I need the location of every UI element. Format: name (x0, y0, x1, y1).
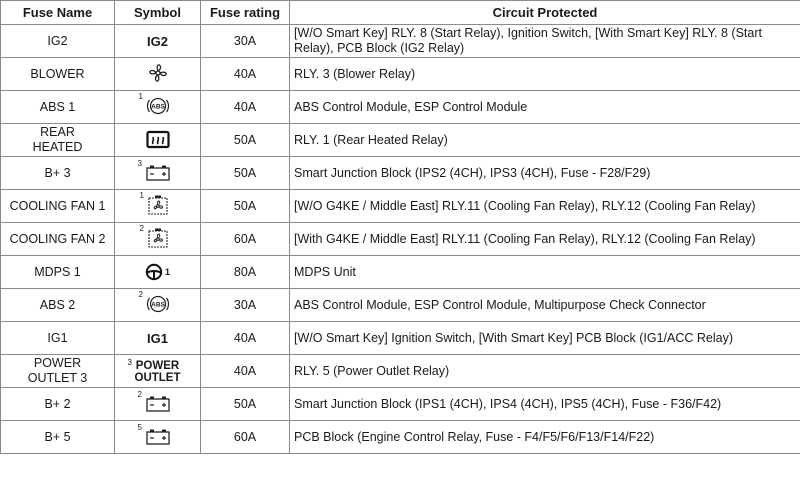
fuse-name: REAR HEATED (1, 124, 115, 157)
ig-text-icon: IG2 (147, 33, 168, 49)
table-row (1, 256, 800, 289)
symbol-cell (115, 124, 201, 157)
table-row (1, 124, 800, 157)
fuse-rating: 40A (201, 91, 290, 124)
fuse-name: ABS 1 (1, 91, 115, 124)
fuse-name: B+ 3 (1, 157, 115, 190)
symbol-cell (115, 256, 201, 289)
fuse-name: B+ 2 (1, 388, 115, 421)
fuse-rating: 30A (201, 25, 290, 58)
fuse-name: COOLING FAN 1 (1, 190, 115, 223)
fuse-rating: 40A (201, 322, 290, 355)
symbol-cell (115, 421, 201, 454)
circuit-protected: [With G4KE / Middle East] RLY.11 (Cooling Fan Relay), RLY.12 (Cooling Fan Relay) (290, 223, 800, 256)
symbol-cell (115, 388, 201, 421)
circuit-protected: [W/O Smart Key] RLY. 8 (Start Relay), Ignition Switch, [With Smart Key] RLY. 8 (Start Relay), PCB Block (IG2 Relay) (290, 25, 800, 58)
fuse-rating: 50A (201, 124, 290, 157)
table-row (1, 289, 800, 322)
fuse-rating: 60A (201, 421, 290, 454)
fan-icon (147, 60, 169, 86)
power-outlet-text-icon: 3 POWER OUTLET (127, 357, 181, 384)
header-fuse-name: Fuse Name (1, 1, 115, 25)
circuit-protected: RLY. 5 (Power Outlet Relay) (290, 355, 800, 388)
fuse-name: POWER OUTLET 3 (1, 355, 115, 388)
circuit-protected: Smart Junction Block (IPS1 (4CH), IPS4 (4CH), IPS5 (4CH), Fuse - F36/F42) (290, 388, 800, 421)
circuit-protected: PCB Block (Engine Control Relay, Fuse - F4/F5/F6/F13/F14/F22) (290, 421, 800, 454)
fuse-name: MDPS 1 (1, 256, 115, 289)
circuit-protected: Smart Junction Block (IPS2 (4CH), IPS3 (4CH), Fuse - F28/F29) (290, 157, 800, 190)
fuse-rating: 40A (201, 58, 290, 91)
header-fuse-rating: Fuse rating (201, 1, 290, 25)
abs-icon: 2 ABS (146, 291, 170, 317)
fuse-name: ABS 2 (1, 289, 115, 322)
table-row (1, 322, 800, 355)
symbol-cell (115, 25, 201, 58)
symbol-cell (115, 355, 201, 388)
fuse-name: IG2 (1, 25, 115, 58)
fuse-name: B+ 5 (1, 421, 115, 454)
symbol-cell (115, 223, 201, 256)
fuse-rating: 30A (201, 289, 290, 322)
ig-text-icon: IG1 (147, 330, 168, 346)
table-row (1, 421, 800, 454)
table-row (1, 355, 800, 388)
battery-icon: 5 (145, 424, 171, 450)
header-row (1, 1, 800, 25)
header-symbol: Symbol (115, 1, 201, 25)
table-row (1, 190, 800, 223)
symbol-cell (115, 91, 201, 124)
header-circuit-protected: Circuit Protected (290, 1, 800, 25)
symbol-cell (115, 58, 201, 91)
battery-icon: 2 (145, 391, 171, 417)
fuse-rating: 80A (201, 256, 290, 289)
circuit-protected: ABS Control Module, ESP Control Module, Multipurpose Check Connector (290, 289, 800, 322)
symbol-cell (115, 289, 201, 322)
fuse-name: COOLING FAN 2 (1, 223, 115, 256)
circuit-protected: ABS Control Module, ESP Control Module (290, 91, 800, 124)
steering-wheel-icon: 1 (145, 259, 170, 285)
fuse-rating: 40A (201, 355, 290, 388)
table-row (1, 223, 800, 256)
fuse-name: BLOWER (1, 58, 115, 91)
table-row (1, 157, 800, 190)
cooling-fan-icon: 2 (147, 225, 169, 251)
fuse-rating: 60A (201, 223, 290, 256)
fuse-rating: 50A (201, 157, 290, 190)
svg-text:ABS: ABS (150, 301, 165, 309)
fuse-rating: 50A (201, 190, 290, 223)
rear-defroster-icon (146, 127, 170, 153)
fuse-name: IG1 (1, 322, 115, 355)
cooling-fan-icon: 1 (147, 192, 169, 218)
circuit-protected: [W/O Smart Key] Ignition Switch, [With Smart Key] PCB Block (IG1/ACC Relay) (290, 322, 800, 355)
table-row (1, 91, 800, 124)
battery-icon: 3 (145, 160, 171, 186)
symbol-cell (115, 190, 201, 223)
circuit-protected: [W/O G4KE / Middle East] RLY.11 (Cooling Fan Relay), RLY.12 (Cooling Fan Relay) (290, 190, 800, 223)
table-row (1, 25, 800, 58)
table-row (1, 388, 800, 421)
symbol-cell (115, 157, 201, 190)
circuit-protected: RLY. 1 (Rear Heated Relay) (290, 124, 800, 157)
table-row (1, 58, 800, 91)
circuit-protected: MDPS Unit (290, 256, 800, 289)
symbol-cell (115, 322, 201, 355)
circuit-protected: RLY. 3 (Blower Relay) (290, 58, 800, 91)
fuse-rating: 50A (201, 388, 290, 421)
abs-icon: 1 ABS (146, 93, 170, 119)
svg-text:ABS: ABS (150, 103, 165, 111)
